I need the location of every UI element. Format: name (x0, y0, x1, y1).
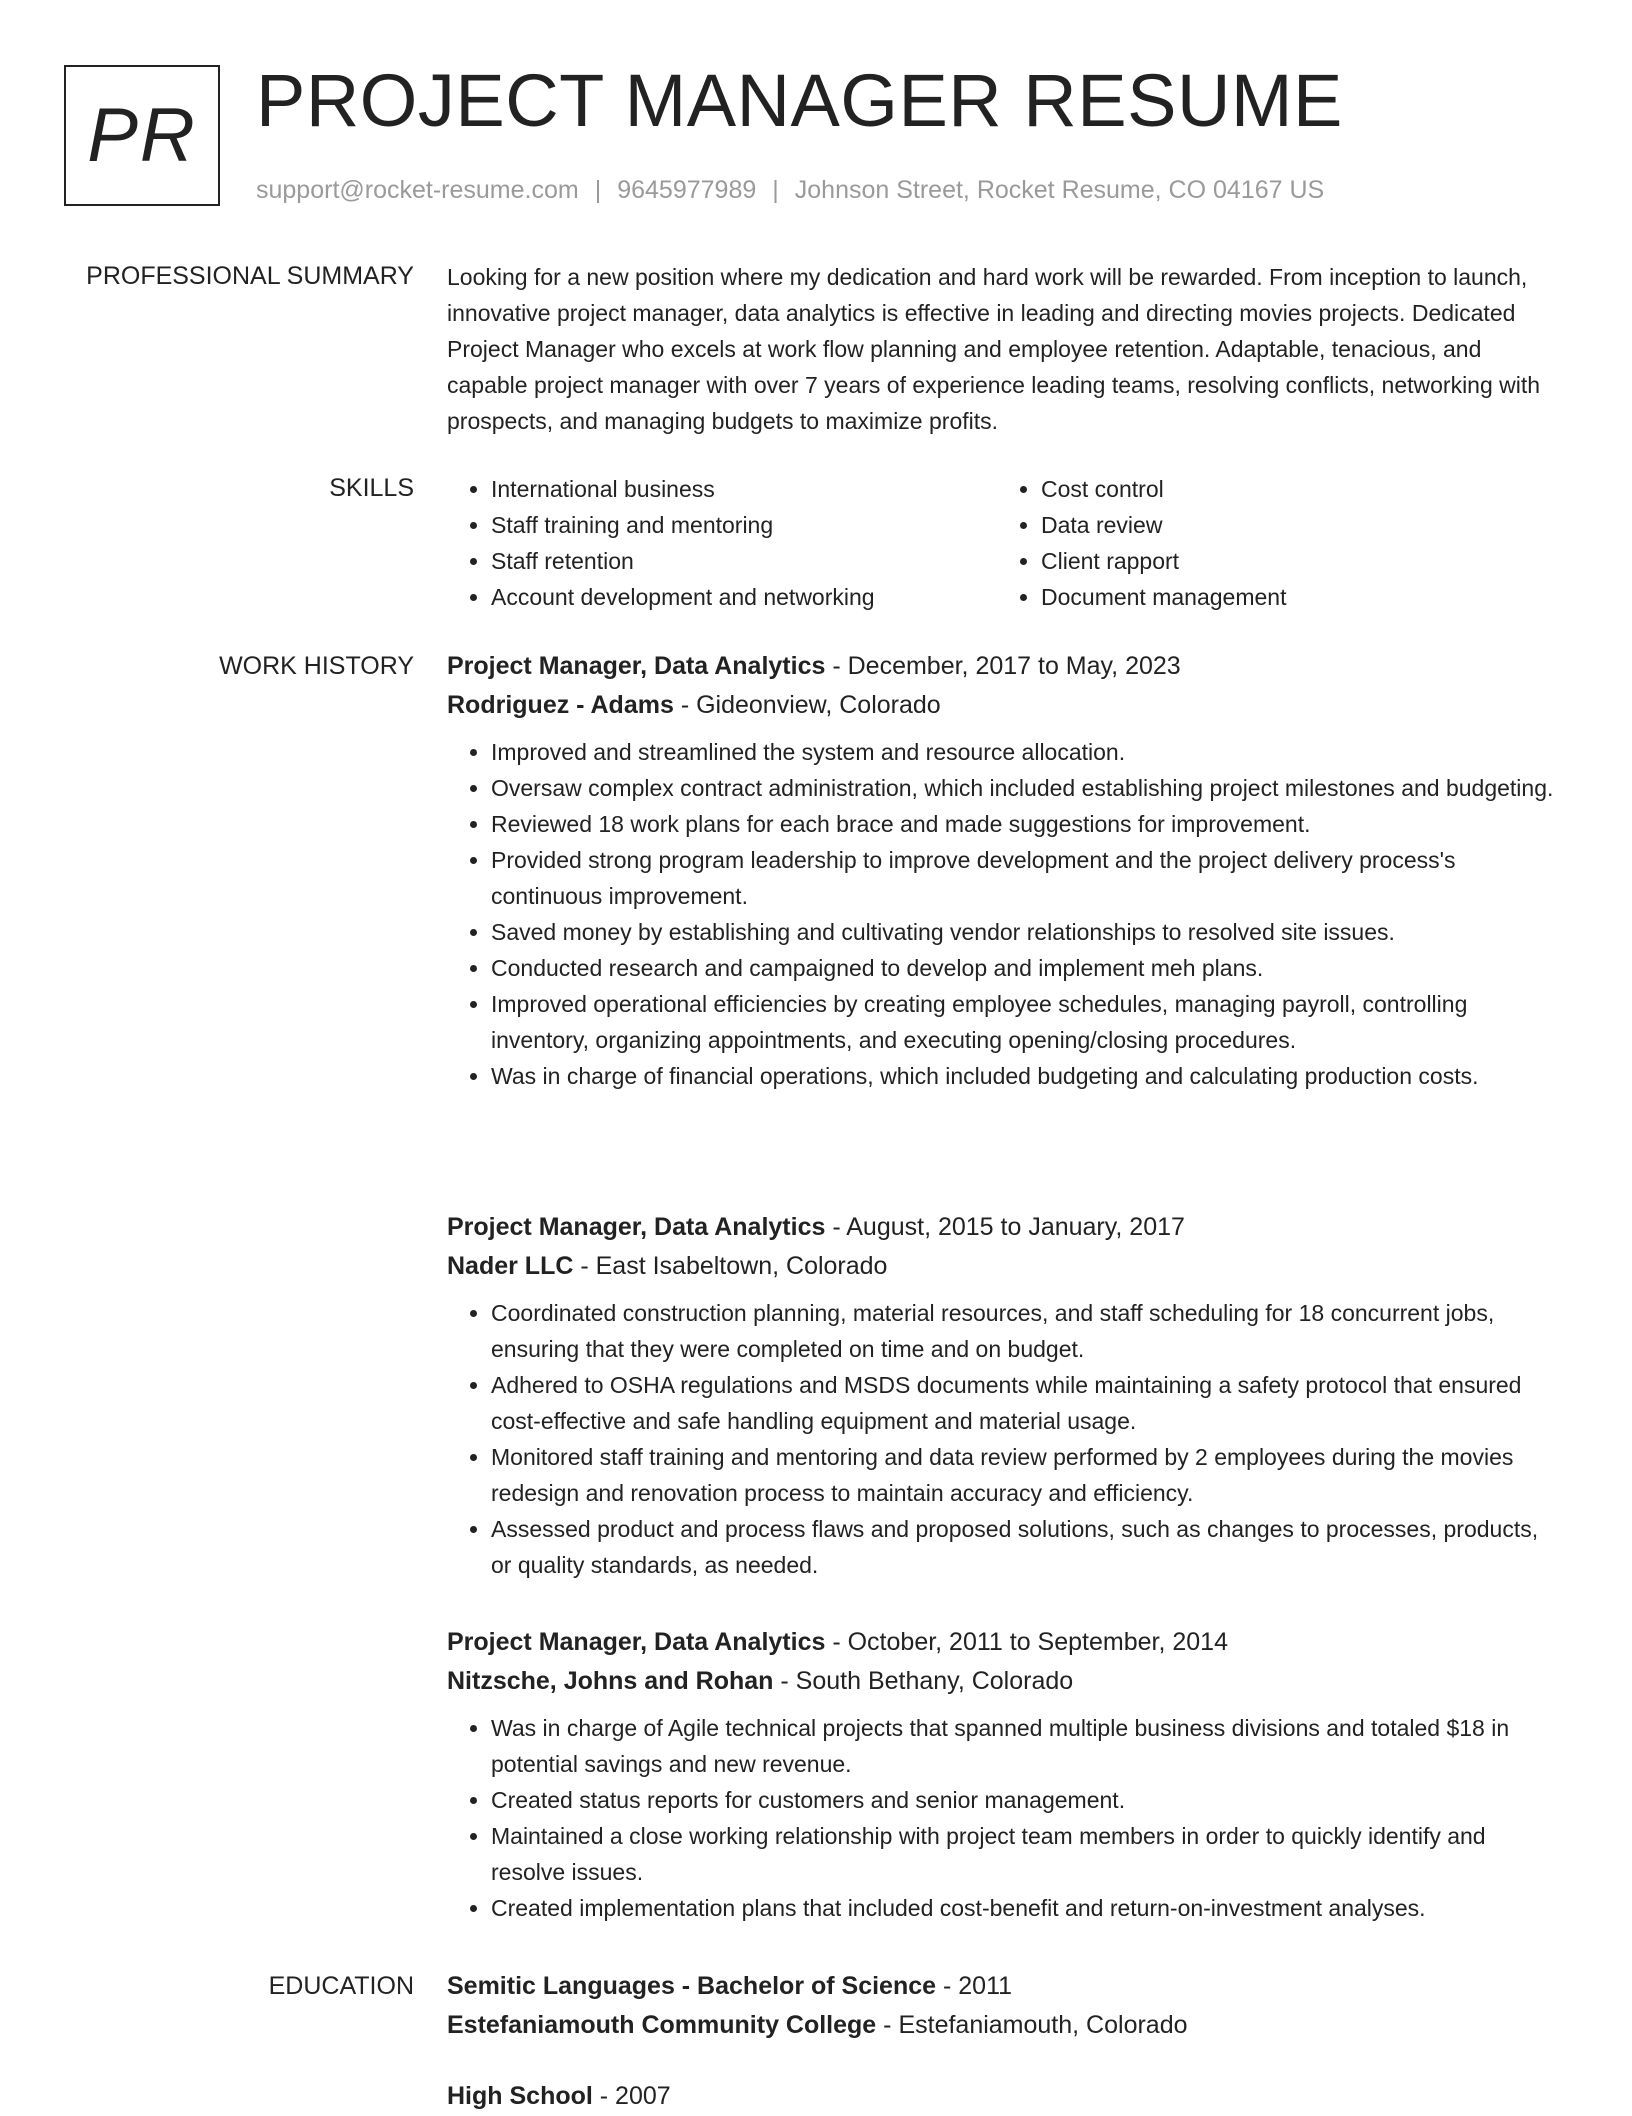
contact-address: Johnson Street, Rocket Resume, CO 04167 US (794, 176, 1325, 204)
education-school: Estefaniamouth Community College (447, 2011, 877, 2039)
education-location: - Estefaniamouth, Colorado (883, 2011, 1188, 2039)
job-bullet: • Adhered to OSHA regulations and MSDS documents while maintaining a safety protocol that ensured cost-effective and safe handling equipment and material usage. (491, 1367, 1557, 1439)
job-location: - Gideonview, Colorado (680, 691, 941, 719)
job-bullets (447, 734, 1557, 1094)
job-company: Rodriguez - Adams (447, 691, 674, 719)
job-company-line (447, 686, 1557, 725)
education-entry (447, 1967, 1557, 2045)
job-dates: - December, 2017 to May, 2023 (832, 652, 1181, 680)
job-bullet: • Provided strong program leadership to improve development and the project delivery process's continuous improvement. (491, 842, 1557, 914)
job-company-line (447, 1662, 1557, 1701)
job-bullet: • Improved operational efficiencies by creating employee schedules, managing payroll, controlling inventory, organizing appointments, and executing opening/closing procedures. (491, 986, 1557, 1058)
job-bullet: • Was in charge of financial operations, which included budgeting and calculating production costs. (491, 1058, 1557, 1094)
job-title-line (447, 647, 1557, 686)
job-bullet: • Improved and streamlined the system and resource allocation. (491, 734, 1557, 770)
skill-item: • Account development and networking (491, 579, 997, 615)
job-bullet: • Created implementation plans that included cost-benefit and return-on-investment analyses. (491, 1890, 1557, 1926)
job-bullets (447, 1295, 1557, 1583)
job-bullet: • Conducted research and campaigned to develop and implement meh plans. (491, 950, 1557, 986)
contact-separator: | (594, 176, 602, 204)
contact-phone: 9645977989 (617, 176, 757, 204)
summary-section (447, 259, 1557, 439)
contact-separator: | (772, 176, 779, 204)
section-label-summary: PROFESSIONAL SUMMARY (86, 262, 414, 290)
skill-item: • Cost control (1041, 471, 1286, 507)
skill-item: • International business (491, 471, 997, 507)
skill-item: • Staff retention (491, 543, 997, 579)
job-entry (447, 1208, 1557, 1583)
education-degree-line (447, 1967, 1557, 2006)
skills-section (447, 471, 1557, 615)
job-company: Nader LLC (447, 1252, 574, 1280)
skill-item: • Data review (1041, 507, 1286, 543)
job-bullet: • Was in charge of Agile technical projects that spanned multiple business divisions and totaled $18 in potential savings and new revenue. (491, 1710, 1557, 1782)
monogram-logo: PR (64, 65, 220, 206)
job-title: Project Manager, Data Analytics (447, 1213, 826, 1241)
job-dates: - October, 2011 to September, 2014 (832, 1628, 1228, 1656)
section-label-education: EDUCATION (268, 1972, 414, 2000)
education-school-line (447, 2006, 1557, 2045)
job-bullet: • Created status reports for customers and senior management. (491, 1782, 1557, 1818)
job-bullet: • Coordinated construction planning, material resources, and staff scheduling for 18 concurrent jobs, ensuring that they were completed on time and on budget. (491, 1295, 1557, 1367)
job-dates: - August, 2015 to January, 2017 (832, 1213, 1185, 1241)
skills-list-left (447, 471, 997, 615)
skill-item: • Document management (1041, 579, 1286, 615)
section-label-work: WORK HISTORY (219, 652, 414, 680)
skill-item: • Client rapport (1041, 543, 1286, 579)
skills-list-right (997, 471, 1286, 615)
job-bullet: • Monitored staff training and mentoring and data review performed by 2 employees during the movies redesign and renovation process to maintain accuracy and efficiency. (491, 1439, 1557, 1511)
job-title: Project Manager, Data Analytics (447, 1628, 826, 1656)
education-degree-line (447, 2077, 1557, 2116)
skill-item: • Staff training and mentoring (491, 507, 997, 543)
resume-title: PROJECT MANAGER RESUME (256, 59, 1343, 142)
job-bullet: • Assessed product and process flaws and proposed solutions, such as changes to processes, products, or quality standards, as needed. (491, 1511, 1557, 1583)
job-bullet: • Maintained a close working relationship with project team members in order to quickly identify and resolve issues. (491, 1818, 1557, 1890)
education-year: - 2007 (599, 2082, 671, 2110)
contact-line (256, 174, 1324, 206)
job-title-line (447, 1623, 1557, 1662)
job-bullet: • Saved money by establishing and cultivating vendor relationships to resolved site issues. (491, 914, 1557, 950)
job-title: Project Manager, Data Analytics (447, 652, 826, 680)
job-company: Nitzsche, Johns and Rohan (447, 1667, 774, 1695)
job-location: - South Bethany, Colorado (780, 1667, 1074, 1695)
job-entry (447, 1623, 1557, 1926)
job-entry (447, 647, 1557, 1094)
education-degree: High School (447, 2082, 593, 2110)
job-bullets (447, 1710, 1557, 1926)
section-label-skills: SKILLS (329, 474, 414, 502)
job-bullet: • Oversaw complex contract administration, which included establishing project milestones and budgeting. (491, 770, 1557, 806)
job-company-line (447, 1247, 1557, 1286)
education-entry (447, 2077, 1557, 2116)
summary-text: Looking for a new position where my dedication and hard work will be rewarded. From inception to launch, innovative project manager, data analytics is effective in leading and directing movies projects. Dedicated Project Manager who excels at work flow planning and employee retention. Adaptable, tenacious, and capable project manager with over 7 years of experience leading teams, resolving conflicts, networking with prospects, and managing budgets to maximize profits. (447, 264, 1541, 434)
job-title-line (447, 1208, 1557, 1247)
job-location: - East Isabeltown, Colorado (580, 1252, 888, 1280)
education-year: - 2011 (943, 1972, 1013, 2000)
job-bullet: • Reviewed 18 work plans for each brace and made suggestions for improvement. (491, 806, 1557, 842)
education-degree: Semitic Languages - Bachelor of Science (447, 1972, 937, 2000)
contact-email: support@rocket-resume.com (256, 176, 579, 204)
